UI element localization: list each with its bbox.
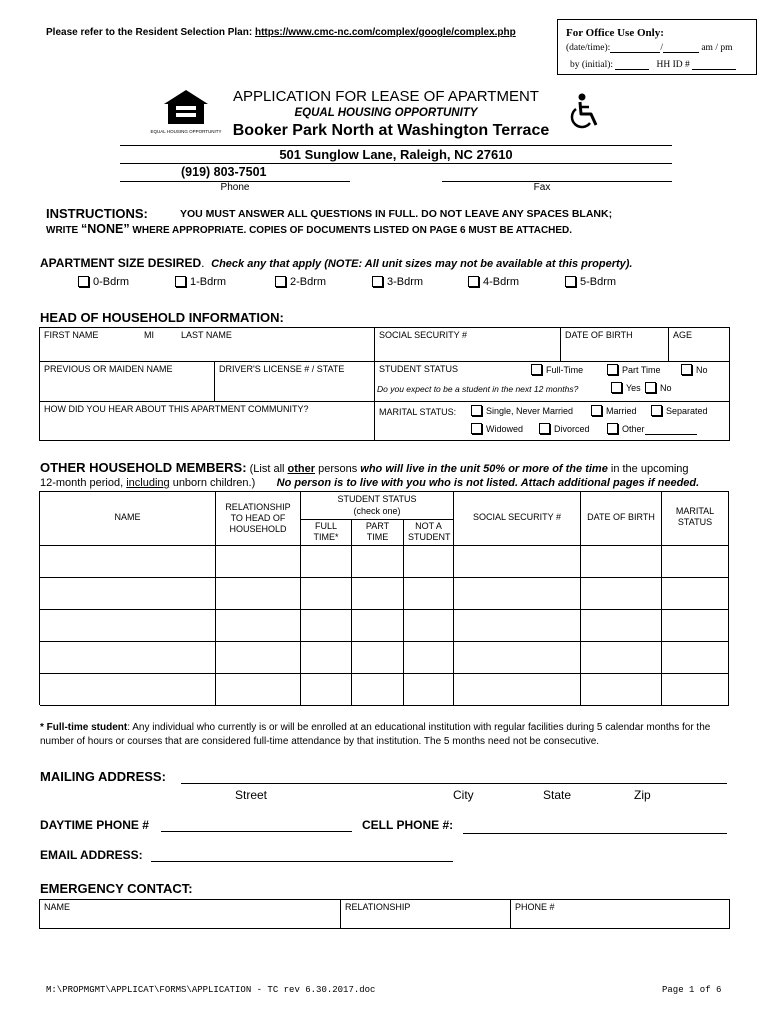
col-student-status-header: STUDENT STATUS (check one) — [301, 492, 454, 520]
title-divider-2 — [120, 163, 672, 164]
emergency-contact-table — [39, 899, 730, 929]
member-ssn-cell[interactable] — [454, 578, 581, 610]
col-relationship-header: RELATIONSHIP TO HEAD OF HOUSEHOLD — [216, 492, 301, 546]
checkbox-married[interactable] — [591, 405, 602, 416]
hoh-table — [39, 327, 730, 441]
member-not-student-cell[interactable] — [404, 610, 454, 642]
instructions-label: INSTRUCTIONS: — [46, 206, 148, 221]
others-heading: OTHER HOUSEHOLD MEMBERS: — [40, 460, 247, 475]
email-address-line[interactable] — [151, 861, 453, 862]
apt-size-row: APARTMENT SIZE DESIRED. Check any that apply (NOTE: All unit sizes may not be available at this property). — [40, 256, 633, 270]
checkbox-0-bdrm[interactable] — [78, 276, 89, 287]
member-marital-cell[interactable] — [662, 578, 729, 610]
office-use-box — [557, 19, 757, 75]
member-full-time-cell[interactable] — [301, 642, 352, 674]
member-name-cell[interactable] — [40, 578, 216, 610]
checkbox-expect-yes[interactable] — [611, 382, 622, 393]
resident-selection-plan-link[interactable]: https://www.cmc-nc.com/complex/google/complex.php — [254, 27, 516, 38]
cell-phone-label: CELL PHONE #: — [362, 818, 454, 832]
member-dob-cell[interactable] — [581, 642, 662, 674]
fax-label: Fax — [533, 182, 551, 193]
member-ssn-cell[interactable] — [454, 674, 581, 706]
col-not-student-header: NOT A STUDENT — [404, 520, 454, 546]
others-intro-line1: OTHER HOUSEHOLD MEMBERS: (List all other persons who will live in the unit 50% or more of the time in the upcoming — [40, 460, 689, 475]
office-initial-field[interactable] — [615, 69, 649, 70]
hoh-how-hear-cell[interactable]: HOW DID YOU HEAR ABOUT THIS APARTMENT COMMUNITY? — [40, 402, 375, 441]
phone-label: Phone — [220, 182, 250, 193]
hoh-age-cell[interactable]: AGE — [669, 328, 730, 362]
emergency-relationship-cell[interactable]: RELATIONSHIP — [341, 900, 511, 929]
marital-widowed[interactable]: Widowed — [471, 424, 523, 435]
mailing-address-line[interactable] — [181, 783, 727, 784]
checkbox-part-time[interactable] — [607, 364, 618, 375]
hoh-dob-cell[interactable]: DATE OF BIRTH — [561, 328, 669, 362]
hoh-prev-name-cell[interactable]: PREVIOUS OR MAIDEN NAME — [40, 362, 215, 402]
member-marital-cell[interactable] — [662, 674, 729, 706]
member-not-student-cell[interactable] — [404, 546, 454, 578]
member-part-time-cell[interactable] — [352, 674, 404, 706]
member-ssn-cell[interactable] — [454, 546, 581, 578]
office-datetime-row: (date/time): / am / pm — [566, 43, 733, 53]
member-part-time-cell[interactable] — [352, 610, 404, 642]
apt-option-0[interactable]: 0-Bdrm — [78, 276, 129, 288]
checkbox-other[interactable] — [607, 423, 618, 434]
member-dob-cell[interactable] — [581, 546, 662, 578]
checkbox-full-time[interactable] — [531, 364, 542, 375]
office-initial-row — [570, 60, 736, 70]
marital-single[interactable]: Single, Never Married — [471, 406, 573, 417]
member-full-time-cell[interactable] — [301, 546, 352, 578]
student-full-time[interactable]: Full-Time — [531, 365, 583, 376]
student-status-label: STUDENT STATUS — [379, 364, 459, 374]
apt-option-2[interactable]: 2-Bdrm — [275, 276, 326, 288]
apt-option-4[interactable]: 4-Bdrm — [468, 276, 519, 288]
checkbox-divorced[interactable] — [539, 423, 550, 434]
emergency-name-cell[interactable]: NAME — [40, 900, 341, 929]
col-marital-header: MARITAL STATUS — [662, 492, 729, 546]
checkbox-widowed[interactable] — [471, 423, 482, 434]
apt-option-5[interactable]: 5-Bdrm — [565, 276, 616, 288]
property-name: Booker Park North at Washington Terrace — [232, 122, 550, 139]
instructions-line1: YOU MUST ANSWER ALL QUESTIONS IN FULL. DO NOT LEAVE ANY SPACES BLANK; — [180, 208, 613, 220]
office-date-field[interactable] — [610, 52, 660, 53]
member-relationship-cell[interactable] — [216, 546, 301, 578]
member-dob-cell[interactable] — [581, 578, 662, 610]
col-dob-header: DATE OF BIRTH — [581, 492, 662, 546]
member-part-time-cell[interactable] — [352, 546, 404, 578]
mi-label: MI — [144, 330, 154, 340]
application-title: APPLICATION FOR LEASE OF APARTMENT — [233, 88, 539, 105]
member-marital-cell[interactable] — [662, 642, 729, 674]
checkbox-5-bdrm[interactable] — [565, 276, 576, 287]
member-name-cell[interactable] — [40, 674, 216, 706]
checkbox-separated[interactable] — [651, 405, 662, 416]
hoh-student-status-cell — [375, 362, 730, 402]
member-dob-cell[interactable] — [581, 674, 662, 706]
col-full-time-header: FULL TIME* — [301, 520, 352, 546]
cell-phone-line[interactable] — [463, 833, 727, 834]
hoh-name-cell[interactable] — [40, 328, 375, 362]
instructions-none: “NONE” — [81, 222, 130, 236]
mailing-street-label: Street — [235, 788, 268, 802]
checkbox-3-bdrm[interactable] — [372, 276, 383, 287]
member-relationship-cell[interactable] — [216, 610, 301, 642]
checkbox-4-bdrm[interactable] — [468, 276, 479, 287]
instructions-line2 — [46, 222, 572, 236]
instructions-rest: WHERE APPROPRIATE. COPIES OF DOCUMENTS LISTED ON PAGE 6 MUST BE ATTACHED. — [129, 225, 573, 236]
emergency-phone-cell[interactable]: PHONE # — [511, 900, 730, 929]
hoh-ssn-cell[interactable]: SOCIAL SECURITY # — [375, 328, 561, 362]
property-address: 501 Sunglow Lane, Raleigh, NC 27610 — [279, 147, 513, 162]
marital-label: MARITAL STATUS: — [379, 407, 457, 417]
member-part-time-cell[interactable] — [352, 578, 404, 610]
checkbox-expect-no[interactable] — [645, 382, 656, 393]
member-relationship-cell[interactable] — [216, 642, 301, 674]
office-initial-label: by (initial): — [570, 60, 614, 70]
member-not-student-cell[interactable] — [404, 642, 454, 674]
member-dob-cell[interactable] — [581, 610, 662, 642]
member-ssn-cell[interactable] — [454, 642, 581, 674]
member-part-time-cell[interactable] — [352, 642, 404, 674]
property-phone: (919) 803-7501 — [181, 165, 267, 179]
member-name-cell[interactable] — [40, 610, 216, 642]
checkbox-single[interactable] — [471, 405, 482, 416]
instructions-write: WRITE — [46, 225, 81, 236]
mailing-state-label: State — [543, 788, 572, 802]
office-ampm: am / pm — [701, 43, 733, 53]
student-no[interactable]: No — [681, 365, 708, 376]
office-hhid-label: HH ID # — [656, 60, 690, 70]
office-datetime-label: (date/time): — [566, 43, 611, 53]
marital-divorced[interactable]: Divorced — [539, 424, 590, 435]
title-divider-1 — [120, 145, 672, 146]
refer-text: Please refer to the Resident Selection Plan: — [46, 27, 255, 38]
daytime-phone-label: DAYTIME PHONE # — [40, 818, 149, 832]
member-marital-cell[interactable] — [662, 610, 729, 642]
hoh-heading: HEAD OF HOUSEHOLD INFORMATION: — [40, 310, 284, 325]
others-intro-line2: 12-month period, including unborn children.) No person is to live with you who is not listed. Attach additional pages if needed. — [40, 477, 700, 489]
mailing-address-label: MAILING ADDRESS: — [40, 769, 166, 784]
member-full-time-cell[interactable] — [301, 578, 352, 610]
marital-separated[interactable]: Separated — [651, 406, 708, 417]
col-name-header: NAME — [40, 492, 216, 546]
office-use-title: For Office Use Only: — [566, 27, 664, 39]
apt-option-1[interactable]: 1-Bdrm — [175, 276, 226, 288]
member-relationship-cell[interactable] — [216, 674, 301, 706]
email-address-label: EMAIL ADDRESS: — [40, 848, 143, 862]
hoh-license-cell[interactable]: DRIVER'S LICENSE # / STATE — [215, 362, 375, 402]
mailing-city-label: City — [453, 788, 474, 802]
full-time-footnote: * Full-time student: Any individual who currently is or will be enrolled at an educational institution with regular facilities during 5 calendar months for the number of hours or courses that are considered full-time attendance by that institution. The 5 months need not be consecutive. — [40, 722, 711, 747]
equal-housing-logo-text: EQUAL HOUSING OPPORTUNITY — [150, 129, 222, 134]
checkbox-2-bdrm[interactable] — [275, 276, 286, 287]
expect-student-question: Do you expect to be a student in the next 12 months? — [377, 384, 579, 394]
member-full-time-cell[interactable] — [301, 610, 352, 642]
member-ssn-cell[interactable] — [454, 610, 581, 642]
marital-other[interactable]: Other — [607, 424, 697, 435]
expect-yes[interactable]: Yes — [611, 383, 641, 394]
apt-size-note: Check any that apply (NOTE: All unit sizes may not be available at this property). — [211, 258, 633, 270]
emergency-contact-label: EMERGENCY CONTACT: — [40, 881, 193, 896]
other-members-table — [39, 491, 729, 705]
wheelchair-accessible-icon — [567, 92, 603, 132]
col-ssn-header: SOCIAL SECURITY # — [454, 492, 581, 546]
marital-other-field[interactable] — [645, 434, 697, 435]
member-name-cell[interactable] — [40, 546, 216, 578]
equal-housing-subtitle: EQUAL HOUSING OPPORTUNITY — [294, 107, 478, 119]
marital-married[interactable]: Married — [591, 406, 637, 417]
member-not-student-cell[interactable] — [404, 674, 454, 706]
last-name-label: LAST NAME — [181, 330, 232, 340]
hoh-marital-cell — [375, 402, 730, 441]
member-full-time-cell[interactable] — [301, 674, 352, 706]
footer-page-number: Page 1 of 6 — [662, 985, 722, 995]
resident-selection-plan-note — [46, 27, 516, 38]
daytime-phone-line[interactable] — [161, 831, 352, 832]
apt-size-label: APARTMENT SIZE DESIRED — [40, 256, 202, 270]
footer-file-path: M:\PROPMGMT\APPLICAT\FORMS\APPLICATION - TC rev 6.30.2017.doc — [46, 985, 376, 995]
office-time-field[interactable] — [663, 52, 699, 53]
checkbox-1-bdrm[interactable] — [175, 276, 186, 287]
member-not-student-cell[interactable] — [404, 578, 454, 610]
col-part-time-header: PART TIME — [352, 520, 404, 546]
member-name-cell[interactable] — [40, 642, 216, 674]
checkbox-student-no[interactable] — [681, 364, 692, 375]
member-marital-cell[interactable] — [662, 546, 729, 578]
expect-no[interactable]: No — [645, 383, 672, 394]
apt-option-3[interactable]: 3-Bdrm — [372, 276, 423, 288]
office-hhid-field[interactable] — [692, 69, 736, 70]
member-relationship-cell[interactable] — [216, 578, 301, 610]
mailing-zip-label: Zip — [634, 788, 651, 802]
first-name-label: FIRST NAME — [44, 330, 99, 340]
student-part-time[interactable]: Part Time — [607, 365, 661, 376]
